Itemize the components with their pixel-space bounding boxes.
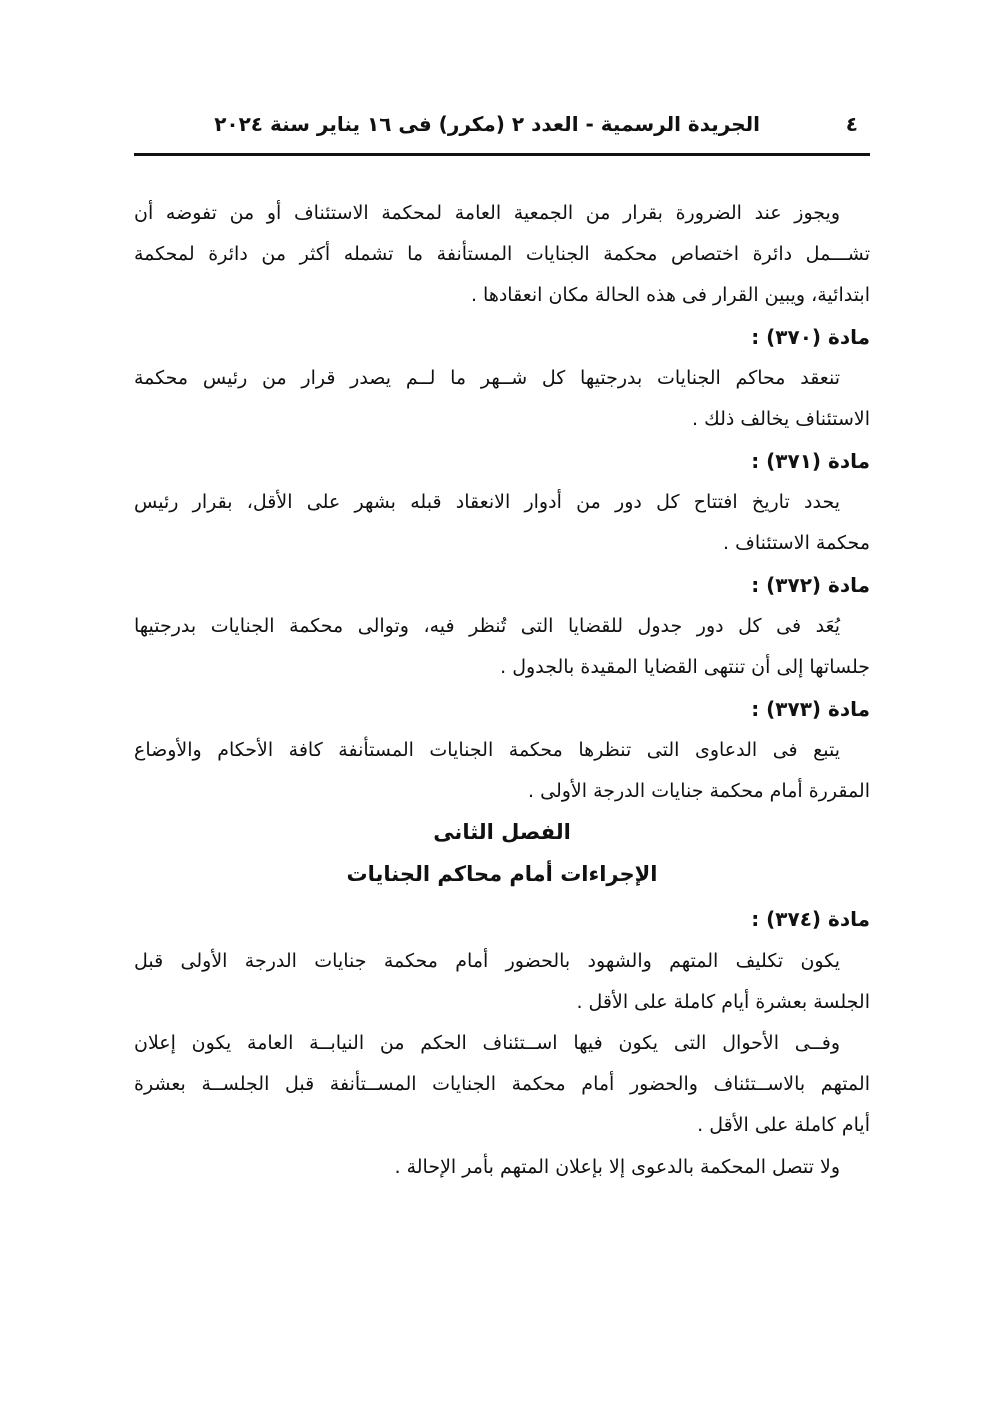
chapter-title: الفصل الثانى bbox=[433, 820, 571, 844]
article-heading-371: مادة (٣٧١) : bbox=[751, 449, 870, 473]
article-heading-370: مادة (٣٧٠) : bbox=[751, 325, 870, 349]
paragraph-line: المتهم بالاســتئناف والحضور أمام محكمة الجنايات المســتأنفة قبل الجلســة بعشرة bbox=[134, 1073, 870, 1095]
paragraph-line: يحدد تاريخ افتتاح كل دور من أدوار الانعقاد قبله بشهر على الأقل، بقرار رئيس bbox=[134, 491, 840, 513]
paragraph-line: يُعَد فى كل دور جدول للقضايا التى تُنظر فيه، وتوالى محكمة الجنايات بدرجتيها bbox=[134, 615, 840, 637]
paragraph-line: يتبع فى الدعاوى التى تنظرها محكمة الجنايات المستأنفة كافة الأحكام والأوضاع bbox=[134, 739, 840, 761]
paragraph-line: الجلسة بعشرة أيام كاملة على الأقل . bbox=[576, 991, 870, 1013]
page-header bbox=[134, 112, 870, 146]
chapter-subtitle: الإجراءات أمام محاكم الجنايات bbox=[346, 862, 658, 886]
page-number: ٤ bbox=[845, 112, 858, 136]
paragraph-line: ويجوز عند الضرورة بقرار من الجمعية العامة لمحكمة الاستئناف أو من تفوضه أن bbox=[134, 202, 840, 224]
article-heading-373: مادة (٣٧٣) : bbox=[751, 697, 870, 721]
paragraph-line: أيام كاملة على الأقل . bbox=[697, 1114, 870, 1136]
paragraph-line: الاستئناف يخالف ذلك . bbox=[692, 408, 870, 430]
paragraph-line: يكون تكليف المتهم والشهود بالحضور أمام محكمة جنايات الدرجة الأولى قبل bbox=[134, 950, 840, 972]
paragraph-line: ابتدائية، ويبين القرار فى هذه الحالة مكان انعقادها . bbox=[470, 284, 870, 306]
paragraph-line: تشـــمل دائرة اختصاص محكمة الجنايات المستأنفة ما تشمله أكثر من دائرة لمحكمة bbox=[134, 243, 870, 265]
paragraph-line: ولا تتصل المحكمة بالدعوى إلا بإعلان المتهم بأمر الإحالة . bbox=[394, 1156, 840, 1178]
paragraph-line: محكمة الاستئناف . bbox=[723, 532, 870, 554]
article-heading-374: مادة (٣٧٤) : bbox=[751, 907, 870, 931]
header-rule bbox=[134, 153, 870, 156]
paragraph-line: جلساتها إلى أن تنتهى القضايا المقيدة بالجدول . bbox=[500, 656, 870, 678]
gazette-title: الجريدة الرسمية - العدد ٢ (مكرر) فى ١٦ يناير سنة ٢٠٢٤ bbox=[214, 112, 760, 136]
article-heading-372: مادة (٣٧٢) : bbox=[751, 573, 870, 597]
paragraph-line: المقررة أمام محكمة جنايات الدرجة الأولى . bbox=[528, 780, 870, 802]
paragraph-line: تنعقد محاكم الجنايات بدرجتيها كل شــهر ما لــم يصدر قرار من رئيس محكمة bbox=[134, 367, 840, 389]
paragraph-line: وفــى الأحوال التى يكون فيها اســتئناف الحكم من النيابــة العامة يكون إعلان bbox=[134, 1032, 840, 1054]
